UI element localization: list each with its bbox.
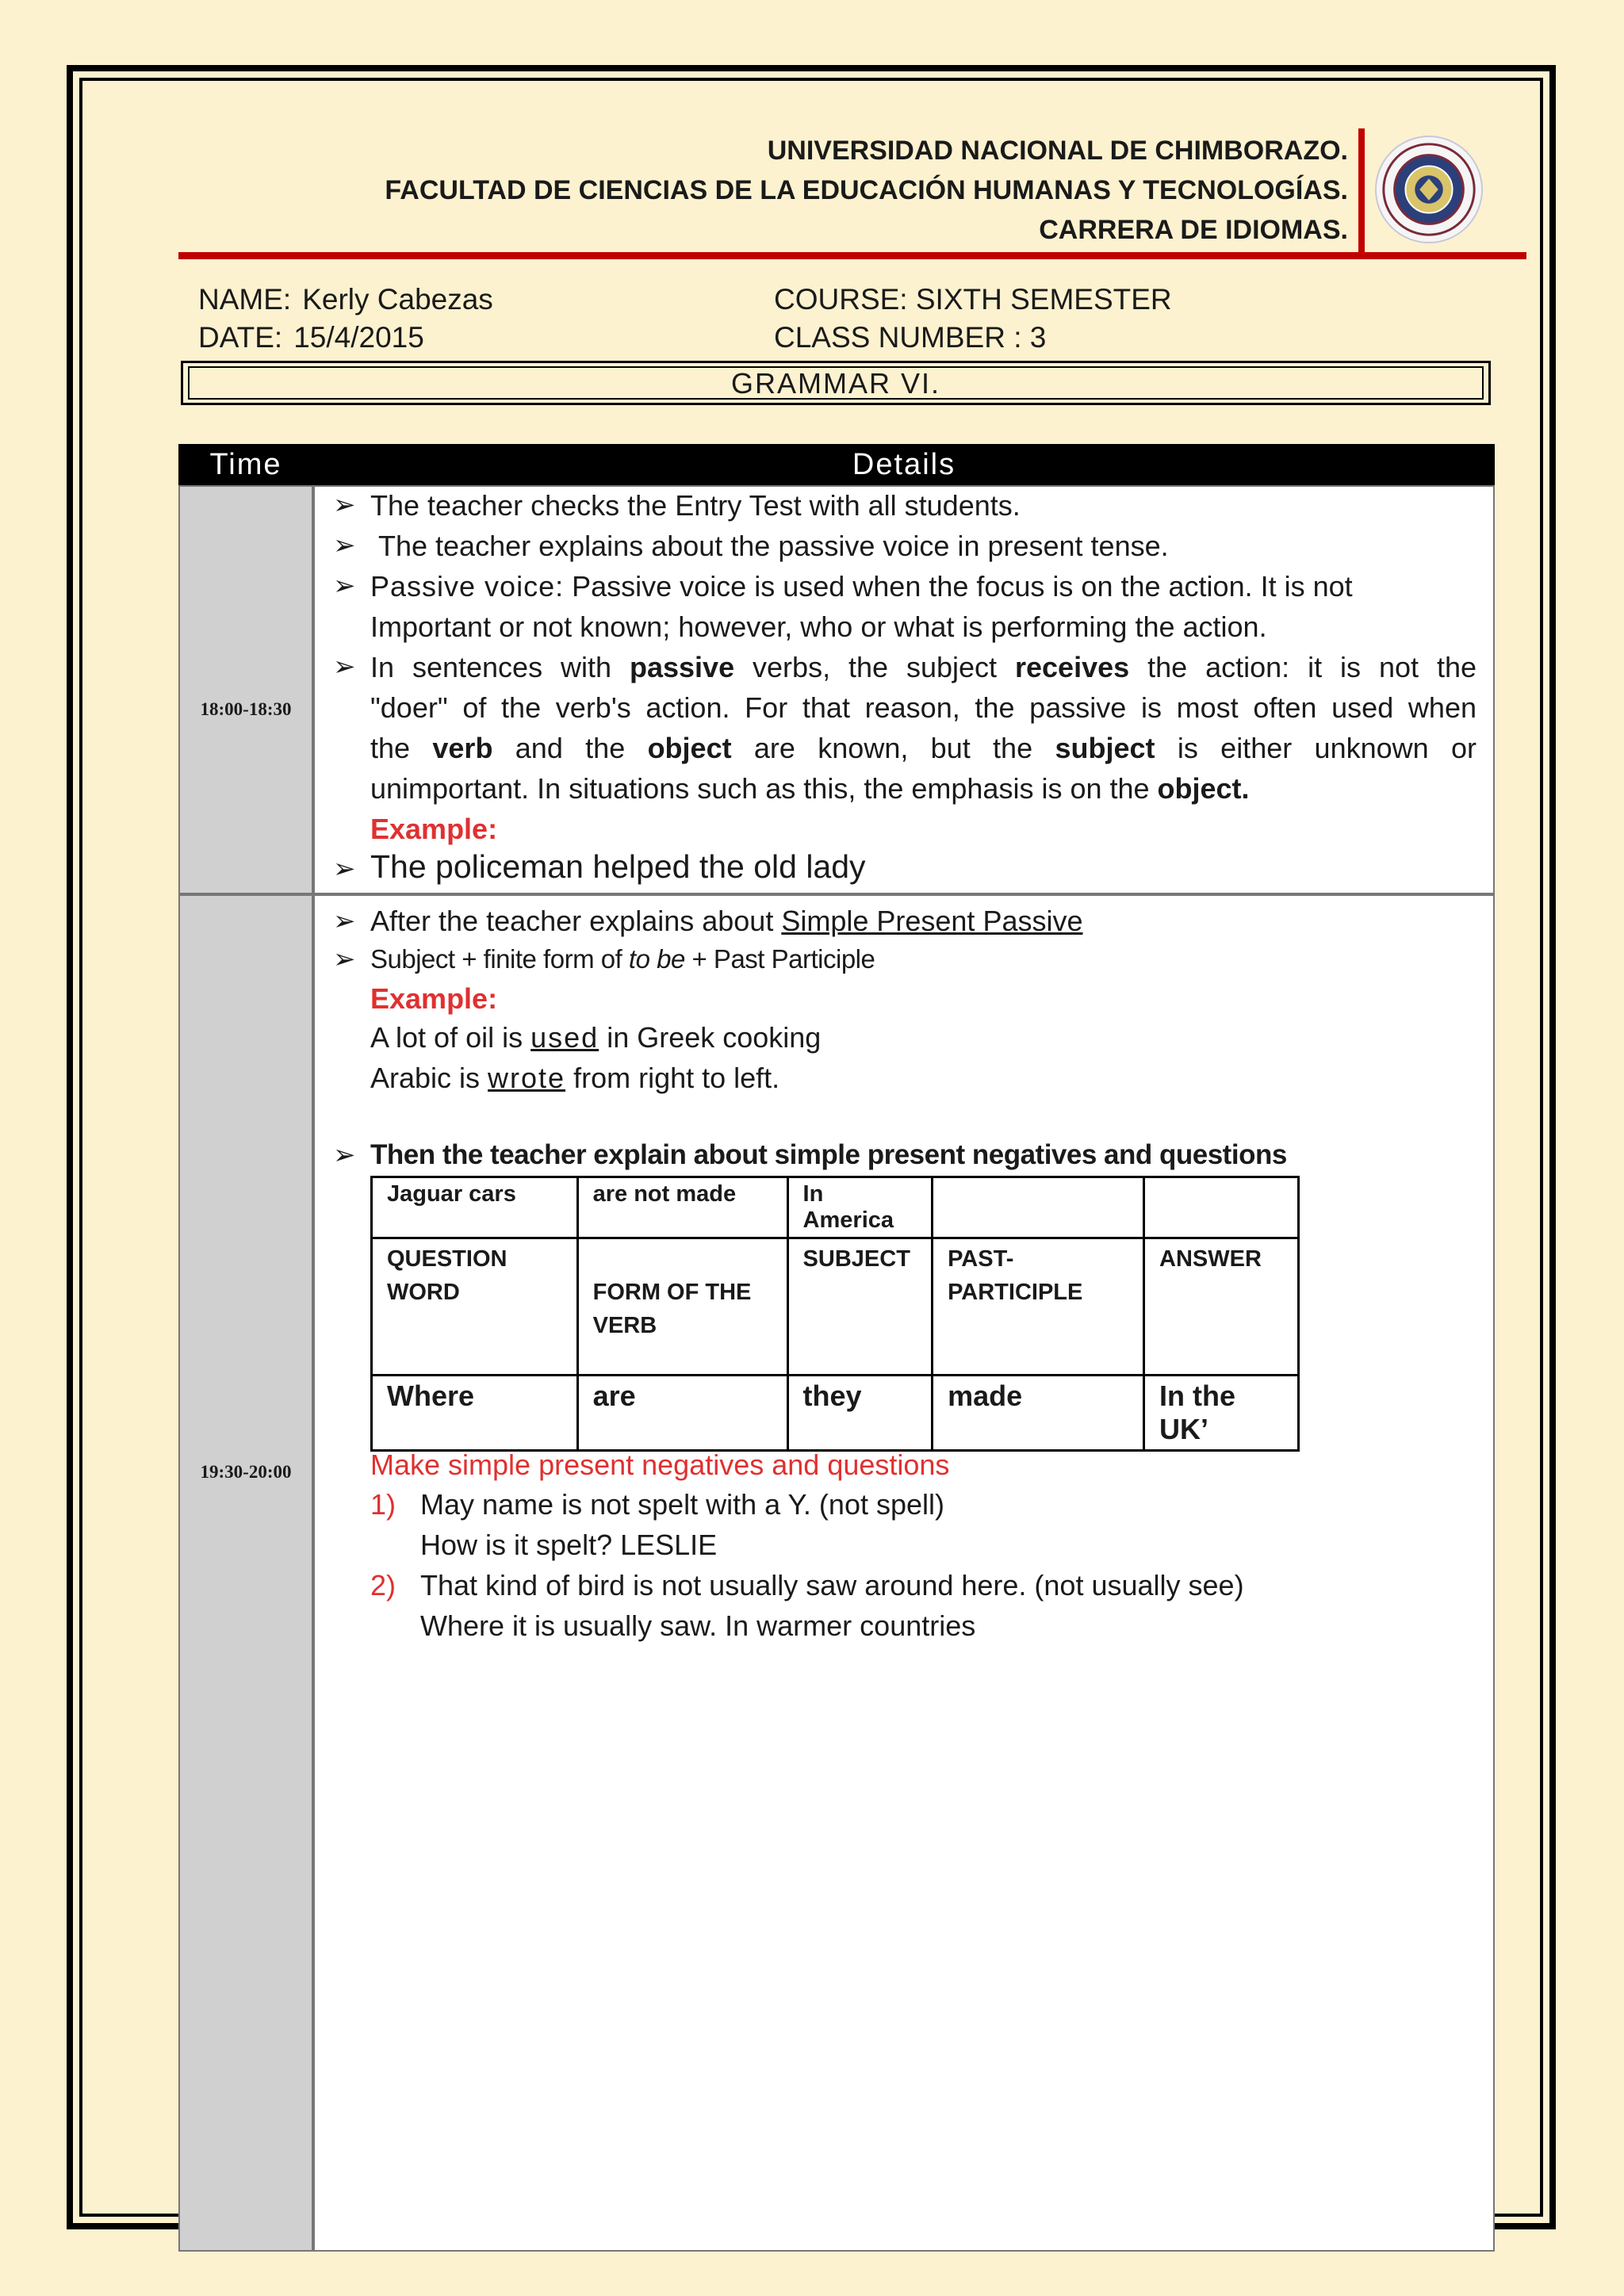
exercise-2-line1: That kind of bird is not usually saw around here. (not usually see)	[420, 1569, 1244, 1601]
course: COURSE: SIXTH SEMESTER	[774, 283, 1172, 316]
institution-header	[238, 131, 1348, 250]
header-divider-horizontal	[178, 252, 1526, 259]
arrow-bullet-icon: ➢	[333, 854, 356, 884]
row1-bullet-4-line3: the verb and the object are known, but the subject is either unknown or	[370, 732, 1477, 764]
arrow-bullet-icon: ➢	[333, 906, 356, 936]
header-line-2: FACULTAD DE CIENCIAS DE LA EDUCACIÓN HUMANAS Y TECNOLOGÍAS.	[385, 175, 1348, 205]
passive-structure-table	[370, 1176, 1300, 1452]
class-date: DATE: 15/4/2015	[198, 321, 424, 354]
arrow-bullet-icon: ➢	[333, 490, 356, 520]
column-time: Time	[209, 448, 282, 481]
class-number: CLASS NUMBER : 3	[774, 321, 1047, 354]
student-name: NAME: Kerly Cabezas	[198, 283, 493, 316]
row1-bullet-2: The teacher explains about the passive voice in present tense.	[378, 530, 1169, 562]
arrow-bullet-icon: ➢	[333, 944, 356, 974]
column-details: Details	[852, 448, 956, 481]
row1-bullet-4-line1: In sentences with passive verbs, the subject receives the action: it is not the	[370, 651, 1477, 683]
table-row: Jaguar cars are not made In America	[372, 1177, 1299, 1238]
row2-bullet-1: After the teacher explains about Simple Present Passive	[370, 905, 1083, 937]
exercise-number: 2)	[370, 1569, 396, 1601]
time-cell-1	[178, 485, 313, 894]
time-label: 18:00-18:30	[200, 699, 292, 719]
header-line-3: CARRERA DE IDIOMAS.	[1039, 215, 1348, 245]
header-divider-vertical	[1358, 128, 1365, 255]
row2-example-1: A lot of oil is used in Greek cooking	[370, 1021, 822, 1054]
row1-bullet-3: Passive voice: Passive voice is used when the focus is on the action. It is not	[370, 570, 1353, 603]
table-row: QUESTION WORD FORM OF THE VERB SUBJECT PAST-PARTICIPLE ANSWER	[372, 1238, 1299, 1376]
row1-example-sentence: The policeman helped the old lady	[370, 848, 866, 885]
university-seal-icon	[1374, 135, 1484, 244]
row1-bullet-3-line2: Important or not known; however, who or what is performing the action.	[370, 610, 1267, 643]
row2-bullet-2: Subject + finite form of to be + Past Participle	[370, 944, 875, 974]
table-row: Where are they made In the UK’	[372, 1376, 1299, 1451]
exercise-number: 1)	[370, 1488, 396, 1521]
header-line-1: UNIVERSIDAD NACIONAL DE CHIMBORAZO.	[767, 136, 1348, 166]
row2-example-2: Arabic is wrote from right to left.	[370, 1062, 780, 1094]
arrow-bullet-icon: ➢	[333, 1140, 356, 1170]
section-title-box	[181, 361, 1491, 405]
row1-example-label: Example:	[370, 813, 498, 845]
row2-bullet-3: Then the teacher explain about simple present negatives and questions	[370, 1139, 1287, 1170]
section-title: GRAMMAR VI.	[188, 366, 1484, 400]
row1-bullet-1: The teacher checks the Entry Test with all students.	[370, 489, 1021, 522]
time-label: 19:30-20:00	[200, 1462, 292, 1482]
row1-bullet-4-line2: "doer" of the verb's action. For that reason, the passive is most often used when	[370, 691, 1477, 724]
table-header	[178, 444, 1495, 485]
arrow-bullet-icon: ➢	[333, 652, 356, 682]
row2-example-label: Example:	[370, 982, 498, 1015]
exercise-1-line2: How is it spelt? LESLIE	[420, 1529, 718, 1561]
exercise-1-line1: May name is not spelt with a Y. (not spell)	[420, 1488, 944, 1521]
arrow-bullet-icon: ➢	[333, 571, 356, 601]
exercise-2-line2: Where it is usually saw. In warmer countries	[420, 1609, 976, 1642]
time-cell-2	[178, 894, 313, 2252]
row1-bullet-4-line4: unimportant. In situations such as this, the emphasis is on the object.	[370, 772, 1250, 805]
exercise-title: Make simple present negatives and questions	[370, 1448, 950, 1481]
arrow-bullet-icon: ➢	[333, 530, 356, 561]
